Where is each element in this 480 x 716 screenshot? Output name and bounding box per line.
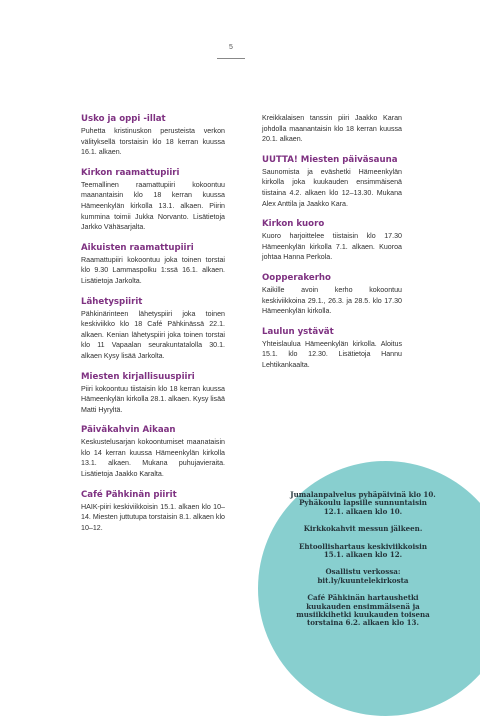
section-aikuisten-raamattupiiri <box>81 242 225 287</box>
section-text: Teemallinen raamattupiiri kokoontuu maanantaisin klo 18 kerran kuussa Hämeenkylän kirkolla 13.1. alkaen. Piirin kummina toimii Jukka Norvanto. Lisätietoja Jarkko Vähäsarjalta. <box>81 180 225 232</box>
section-title: Café Pähkinän piirit <box>81 489 177 500</box>
section-miesten-kirjallisuuspiiri <box>81 371 225 416</box>
section-text: Saunomista ja eväshetki Hämeenkylän kirkolla joka kuukauden ensimmäisenä tiistaina 4.2. alkaen klo 12–13.30. Mukana Alex Anttila ja Jaakko Kara. <box>262 167 402 208</box>
section-lahetyspiirit <box>81 296 225 362</box>
section-kreikkalainen-tanssi <box>262 113 402 145</box>
page-number-rule <box>217 58 245 59</box>
section-title: UUTTA! Miesten päiväsauna <box>262 154 398 165</box>
info-circle <box>288 491 438 628</box>
section-title: Päiväkahvin Aikaan <box>81 425 176 436</box>
section-text: Raamattupiiri kokoontuu joka toinen torstai klo 9.30 Lammaspolku 1:ssä 16.1. alkaen. Lisätietoja Jarkolta. <box>81 255 225 285</box>
section-oopperakerho <box>262 272 402 317</box>
section-text: Keskustelusarjan kokoontumiset maanataisin klo 14 kerran kuussa Hämeenkylän kirkolla 13.1. alkaen. Mukana puhujavieraita. Lisätietoja Jaakko Karalta. <box>81 438 225 479</box>
section-title: Laulun ystävät <box>262 326 334 337</box>
section-kirkon-raamattupiiri <box>81 167 225 233</box>
section-title: Usko ja oppi -illat <box>81 114 166 124</box>
section-title: Miesten kirjallisuuspiiri <box>81 371 195 382</box>
section-text: Yhteislaulua Hämeenkylän kirkolla. Aloitus 15.1. klo 12.30. Lisätietoja Hannu Lehtikankaalta. <box>262 339 402 369</box>
online-link-text: Osallistu verkossa: bit.ly/kuuntelekirkosta <box>317 567 409 585</box>
section-laulun-ystavat <box>262 326 402 371</box>
section-paivakahvin-aikaan <box>81 424 225 479</box>
section-text: Puhetta kristinuskon perusteista verkon välityksellä torstaisin klo 18 kerran kuussa 16.1. alkaen. <box>81 127 225 157</box>
section-title: Aikuisten raamattupiiri <box>81 242 194 253</box>
section-cafe-pahkinan-piirit <box>81 489 225 534</box>
section-title: Kirkon raamattupiiri <box>81 167 180 178</box>
page-number: 5 <box>229 44 233 51</box>
section-text: Kaikille avoin kerho kokoontuu keskiviikkoina 29.1., 26.3. ja 28.5. klo 17.30 Hämeenkylän kirkolla. <box>262 285 402 316</box>
left-column <box>81 113 225 542</box>
cafe-devotion-text: Café Pähkinän hartaushetki kuukauden ensimmäisenä ja musiikkihetki kuukauden toisena torstaina 6.2. alkaen klo 13. <box>296 593 430 628</box>
section-text: Pähkinärinteen lähetyspiiri joka toinen keskiviikko klo 18 Café Pähkinässä 22.1. alkaen. Kenian lähetyspiiri joka toinen torstai klo 11 Vapaalan seurakuntatalolla 30.1. alkaen Kysy lisää Jarkolta. <box>81 309 225 360</box>
section-kirkon-kuoro <box>262 218 402 263</box>
service-times-text: Jumalanpalvelus pyhäpäivinä klo 10. Pyhäkoulu lapsille sunnuntaisin 12.1. alkaen klo 10. <box>290 490 436 516</box>
section-usko-ja-oppi <box>81 113 225 158</box>
section-title: Oopperakerho <box>262 272 331 283</box>
section-title: Lähetyspiirit <box>81 296 143 307</box>
right-column <box>262 113 402 380</box>
section-text: HAIK-piiri keskiviikkoisin 15.1. alkaen klo 10–14. Miesten juttutupa torstaisin 8.1. alkaen klo 10–12. <box>81 502 225 532</box>
section-title: Kirkon kuoro <box>262 219 325 230</box>
section-text: Kuoro harjoittelee tiistaisin klo 17.30 Hämeenkylän kirkolla 7.1. alkaen. Kuoroa johtaa Hanna Perkola. <box>262 232 402 262</box>
section-miesten-paivasauna <box>262 154 402 209</box>
communion-text: Ehtoollishartaus keskiviikkoisin 15.1. alkaen klo 12. <box>298 541 427 560</box>
section-text: Piiri kokoontuu tiistaisin klo 18 kerran kuussa Hämeenkylän kirkolla 28.1. alkaen. Kysy lisää Matti Hyryltä. <box>81 384 225 414</box>
section-text: Kreikkalaisen tanssin piiri Jaakko Karan johdolla maanantaisin klo 18 kerran kuussa 20.1. alkaen. <box>262 114 402 144</box>
church-coffee-text: Kirkkokahvit messun jälkeen. <box>303 524 423 534</box>
